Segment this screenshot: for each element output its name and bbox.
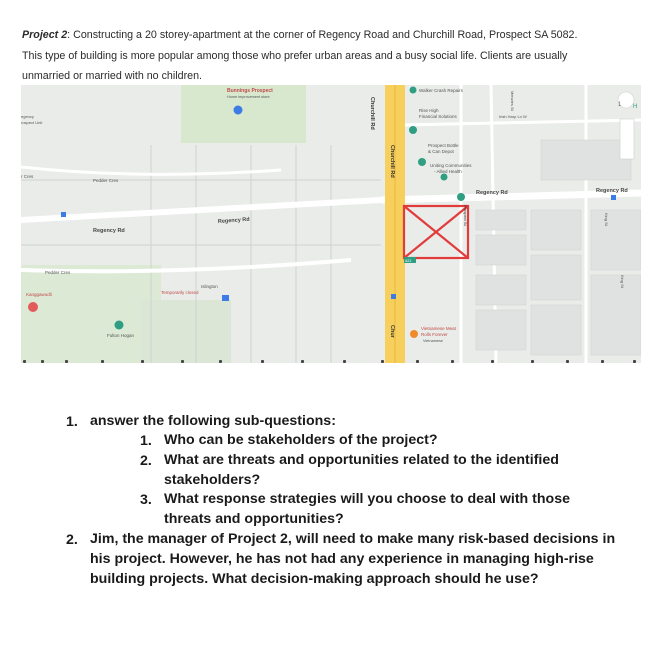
label-r-cres: r Cres [21,174,34,179]
sub3-text-2: threats and opportunities? [164,511,344,527]
sub2-number: 2. [140,453,152,469]
label-king-st-2: King St [620,275,625,288]
sub3-number: 3. [140,492,152,508]
q2-text-3: building projects. What decision-making approach should he use? [90,571,539,587]
label-vietnamese: Vietnamese Meat [421,326,456,331]
label-churchill-rd-1: Churchill Rd [369,97,375,130]
label-kangaswodi: Kanggawodli [26,292,52,297]
label-road-num-1: 1 [618,102,622,108]
label-vietnamese-3: Vietnamese [423,339,443,343]
label-king-st: King St [604,213,609,226]
q2-text-2: his project. However, he has not had any experience in managing high-rise [90,551,594,567]
label-islington-sub: Temporarily closed [161,290,199,295]
q2-text: Jim, the manager of Project 2, will need to make many risk-based decisions in [90,531,616,547]
q1-number: 1. [66,414,78,430]
label-islington: Islington [201,284,218,289]
label-regency-rd-4: Regency Rd [93,228,125,234]
q1-text: answer the following sub-questions: [90,413,336,429]
label-fulton-hogan: Fulton Hogan [107,333,135,338]
sub1-text: Who can be stakeholders of the project? [164,432,438,448]
label-regency-rd-3: Regency Rd [217,216,250,225]
label-bunnings: Bunnings Prospect [227,88,273,94]
sub2-text: What are threats and opportunities related to the identified [164,452,559,468]
label-pedder-cres-2: Pedder Cres [45,270,71,275]
label-prospect-st: Prospect St [463,205,468,226]
intro-line-3: unmarried or married with no children. [22,70,202,82]
intro-line-2: This type of building is more popular among those who prefer urban areas and a busy social life. Clients are usually [22,49,568,62]
label-regency-unit: egency [21,114,34,119]
label-regency-rd-1: Regency Rd [476,190,508,196]
label-rise-high: Rise High [419,108,439,113]
q2-number: 2. [66,532,78,548]
project-label: Project 2 [22,29,68,41]
label-prospect-bottle: Prospect Bottle [428,143,459,148]
label-a21: A21 [405,259,412,263]
label-vietnamese-2: Rolls Forever [421,332,448,337]
label-churchill-rd-3: Chur [389,325,395,338]
intro-line-1-text: : Constructing a 20 storey-apartment at the corner of Regency Road and Churchill Road, Prospect SA 5082. [67,29,578,41]
label-irish-harp: Irish Harp Ln W [499,114,527,119]
sub1-number: 1. [140,433,152,449]
label-rise-high-sub: Financial Solutions [419,114,457,119]
label-pedder-cres-1: Pedder Cres [93,178,119,183]
label-h: H [633,104,638,110]
label-menzies: Menzies St [510,91,515,111]
label-uniting-2: - Allied Health [434,169,462,174]
label-regency-rd-2: Regency Rd [596,188,628,194]
label-bunnings-sub: Home improvement store [227,95,270,99]
label-walker: Walker Crash Repairs [419,88,463,93]
label-regency-unit-2: rospect Unit [21,120,43,125]
label-prospect-bottle-2: & Can Depot [428,149,454,154]
sub2-text-2: stakeholders? [164,472,261,488]
label-churchill-rd-2: Churchill Rd [389,145,395,178]
label-uniting: Uniting Communities [430,163,472,168]
sub3-text: What response strategies will you choose to deal with those [164,491,570,507]
